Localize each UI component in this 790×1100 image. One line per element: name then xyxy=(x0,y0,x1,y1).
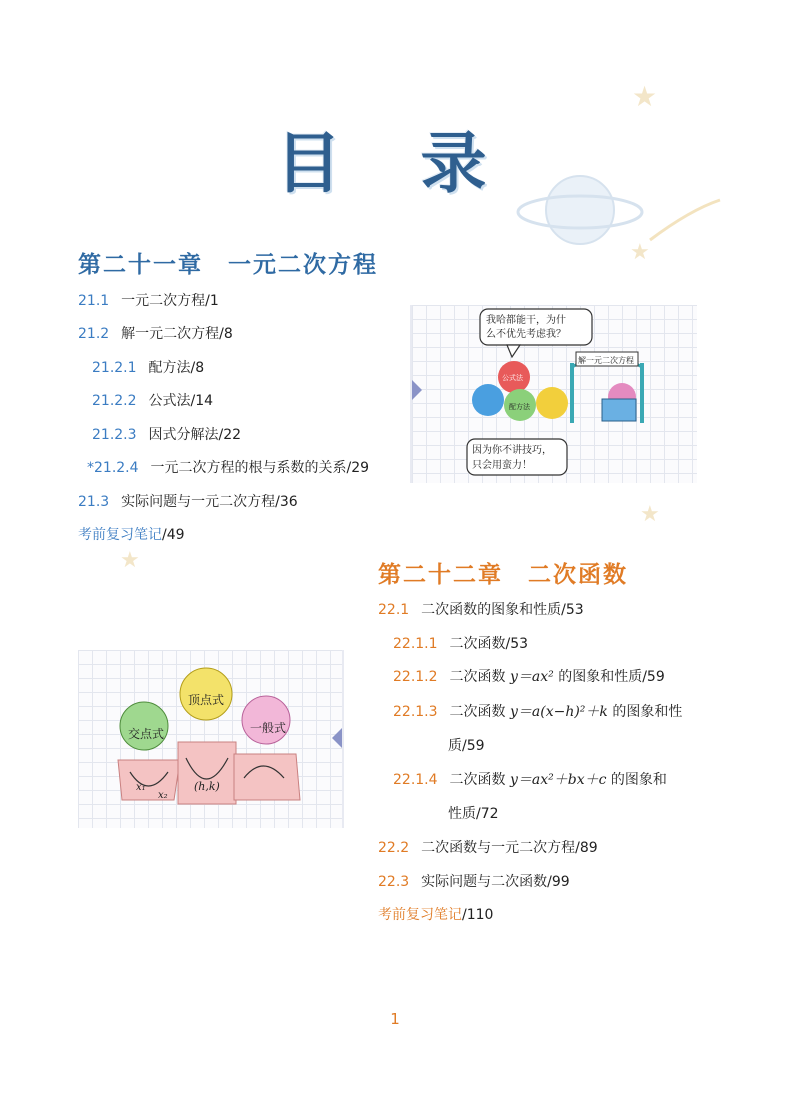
label-hk: (h,k) xyxy=(194,780,220,793)
toc-text: 一元二次方程的根与系数的关系/29 xyxy=(150,460,370,476)
toc-number: 22.1 xyxy=(378,602,410,618)
toc-entry-21-3[interactable] xyxy=(78,491,298,511)
speech-top-line2: 么不优先考虑我？ xyxy=(486,329,566,340)
star-decoration-icon: ★ xyxy=(632,80,658,113)
speech-bottom-line1: 因为你不讲技巧， xyxy=(472,445,552,456)
review-page: /49 xyxy=(162,527,185,543)
toc-entry-21-2-3[interactable] xyxy=(92,424,241,444)
toc-text: 配方法/8 xyxy=(148,360,205,376)
toc-text: 的图象和性质/59 xyxy=(553,669,665,685)
toc-text: 二次函数/53 xyxy=(449,636,529,652)
toc-text: 公式法/14 xyxy=(148,393,214,409)
quadratic-forms-podium-cartoon xyxy=(78,650,342,828)
chapter-22-title: 第二十二章 二次函数 xyxy=(378,562,628,588)
review-page: /110 xyxy=(462,907,494,923)
chapter-21-title: 第二十一章 一元二次方程 xyxy=(78,252,378,278)
toc-entry-22-1-4-cont xyxy=(448,803,499,823)
chapter-22-illustration xyxy=(78,650,344,828)
ball-general-form-label: 一般式 xyxy=(250,721,287,735)
toc-number: 22.1.1 xyxy=(393,636,438,652)
toc-text: 二次函数的图象和性质/53 xyxy=(421,602,584,618)
equation-methods-cartoon xyxy=(412,305,697,483)
toc-entry-21-2-1[interactable] xyxy=(92,357,204,377)
label-x2: x₂ xyxy=(158,790,168,801)
page-title: 目 录 xyxy=(275,125,515,202)
toc-number: 21.2 xyxy=(78,326,110,342)
toc-text: 二次函数 xyxy=(449,704,510,720)
toc-review-notes-22[interactable] xyxy=(378,904,493,924)
toc-entry-22-2[interactable] xyxy=(378,837,598,857)
speech-bottom-line2: 只会用蛮力！ xyxy=(472,460,532,471)
toc-entry-22-1-2[interactable] xyxy=(393,666,665,686)
toc-number: 21.2.2 xyxy=(92,393,137,409)
toc-entry-22-1-4[interactable] xyxy=(393,769,667,789)
toc-text: 实际问题与二次函数/99 xyxy=(421,874,570,890)
speech-top-line1: 我哈都能干，为什 xyxy=(486,315,566,326)
toc-entry-22-1[interactable] xyxy=(378,599,584,619)
toc-number: 22.2 xyxy=(378,840,410,856)
toc-entry-21-1[interactable] xyxy=(78,290,219,310)
toc-entry-22-1-1[interactable] xyxy=(393,633,528,653)
toc-text: 二次函数与一元二次方程/89 xyxy=(421,840,598,856)
toc-formula: y＝ax²＋bx＋c xyxy=(509,772,607,788)
toc-formula: y＝a(x−h)²＋k xyxy=(509,704,608,720)
ball-vertex-form-label: 顶点式 xyxy=(188,693,225,707)
toc-number: *21.2.4 xyxy=(87,460,139,476)
toc-entry-21-2-2[interactable] xyxy=(92,390,213,410)
toc-number: 21.2.1 xyxy=(92,360,137,376)
toc-number: 22.1.4 xyxy=(393,772,438,788)
toc-number: 22.1.3 xyxy=(393,704,438,720)
toc-text: 性质/72 xyxy=(448,806,499,822)
toc-text: 的图象和 xyxy=(606,772,667,788)
toc-number: 21.1 xyxy=(78,293,110,309)
ball-formula-label: 公式法 xyxy=(502,374,523,382)
toc-text: 一元二次方程/1 xyxy=(121,293,219,309)
toc-text: 的图象和性 xyxy=(607,704,683,720)
label-x1: x₁ xyxy=(136,782,146,793)
ball-intersection-form-label: 交点式 xyxy=(128,727,165,741)
toc-entry-22-1-3-cont xyxy=(448,735,485,755)
toc-formula: y＝ax² xyxy=(509,669,554,685)
toc-text: 二次函数 xyxy=(449,669,510,685)
star-decoration-icon: ★ xyxy=(640,502,660,527)
toc-number: 22.3 xyxy=(378,874,410,890)
review-label: 考前复习笔记 xyxy=(378,907,462,923)
toc-entry-22-1-3[interactable] xyxy=(393,701,682,721)
toc-text: 实际问题与一元二次方程/36 xyxy=(121,494,298,510)
toc-text: 二次函数 xyxy=(449,772,510,788)
sign-text: 解一元二次方程 xyxy=(578,356,634,365)
toc-entry-21-2-4[interactable] xyxy=(87,457,369,477)
chapter-21-illustration xyxy=(410,305,697,483)
toc-number: 21.3 xyxy=(78,494,110,510)
star-decoration-icon: ★ xyxy=(120,548,140,573)
toc-text: 因式分解法/22 xyxy=(148,427,242,443)
toc-entry-21-2[interactable] xyxy=(78,323,233,343)
toc-review-notes-21[interactable] xyxy=(78,524,185,544)
toc-text: 质/59 xyxy=(448,738,485,754)
page-number: 1 xyxy=(390,1010,400,1028)
toc-text: 解一元二次方程/8 xyxy=(121,326,233,342)
star-decoration-icon: ★ xyxy=(630,240,650,265)
toc-number: 21.2.3 xyxy=(92,427,137,443)
toc-entry-22-3[interactable] xyxy=(378,871,570,891)
toc-number: 22.1.2 xyxy=(393,669,438,685)
review-label: 考前复习笔记 xyxy=(78,527,162,543)
ball-completing-square-label: 配方法 xyxy=(509,403,530,411)
